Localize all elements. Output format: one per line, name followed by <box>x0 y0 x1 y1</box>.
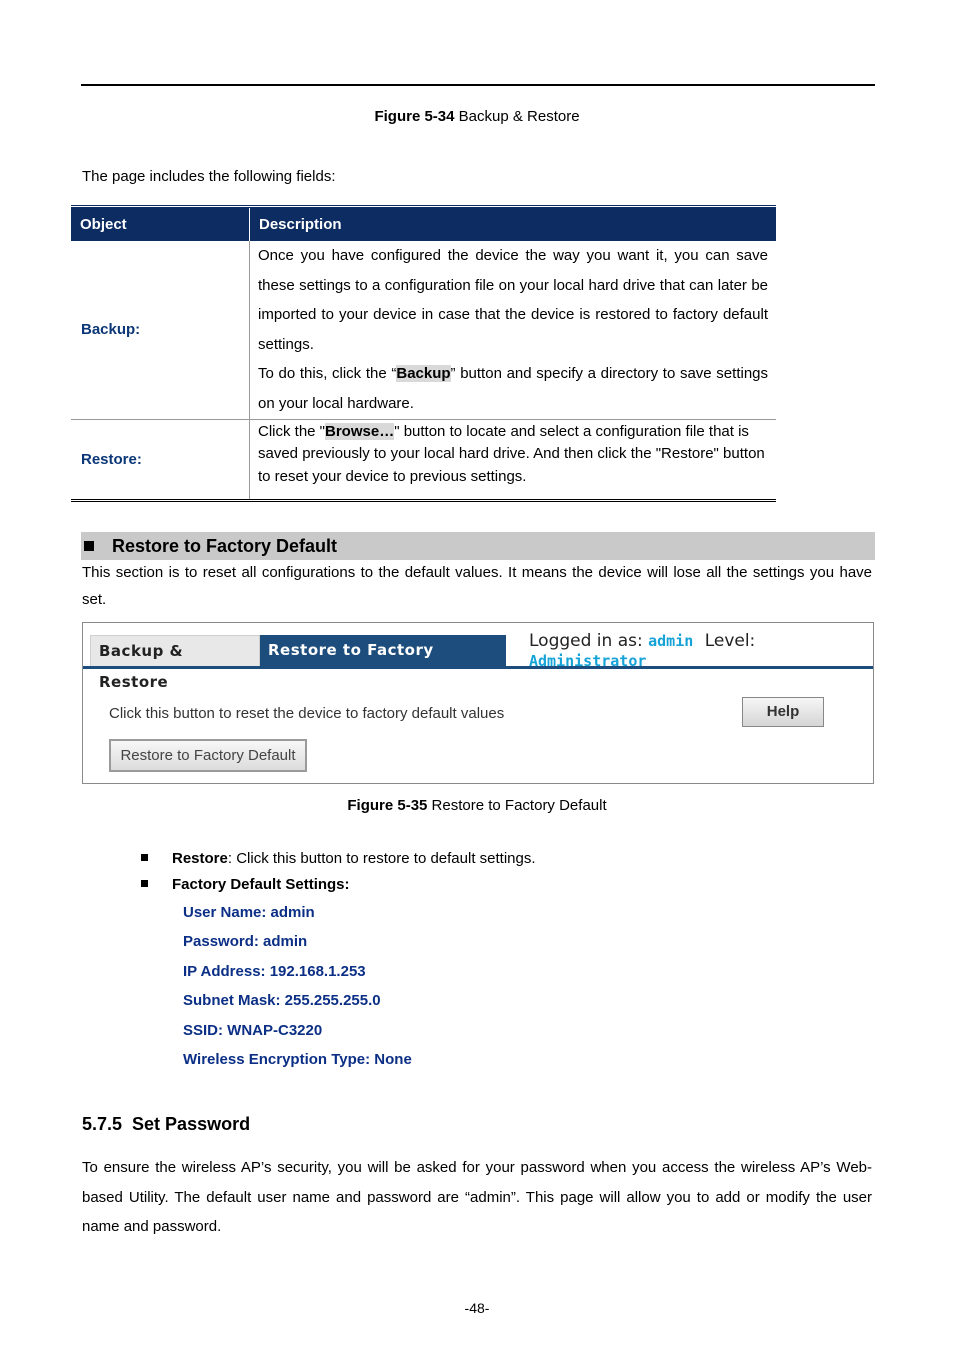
header-description: Description <box>250 207 777 242</box>
figure-35-text: Restore to Factory Default <box>427 797 607 814</box>
figure-34-label: Figure 5-34 <box>374 108 455 125</box>
section-heading <box>81 532 875 560</box>
section-description: This section is to reset all configurations to the default values. It means the device will lose all the settings you have set. <box>82 564 872 608</box>
setting-user-name: User Name: admin <box>183 904 315 921</box>
tab-backup-restore[interactable]: Backup & Restore <box>90 635 260 666</box>
setting-ssid: SSID: WNAP-C3220 <box>183 1022 323 1039</box>
setting-password: Password: admin <box>183 933 308 950</box>
help-button[interactable]: Help <box>742 697 824 727</box>
restore-para <box>258 421 768 489</box>
browse-keyword: Browse… <box>325 422 395 440</box>
description-restore <box>250 419 777 500</box>
restore-para-end: " button to locate and select a configuration file that is saved previously to your local hard drive. And then click the "Restore" button to reset your device to previous settings. <box>258 422 765 485</box>
object-backup: Backup: <box>71 241 250 419</box>
level-label: Level: <box>704 631 756 651</box>
factory-default-screenshot <box>82 622 874 784</box>
fields-table <box>71 205 776 502</box>
figure-35-label: Figure 5-35 <box>347 797 428 814</box>
bullet-restore <box>141 850 536 867</box>
setting-subnet-mask: Subnet Mask: 255.255.255.0 <box>183 992 381 1009</box>
reset-instruction: Click this button to reset the device to factory default values <box>109 705 505 722</box>
table-row-restore <box>71 419 776 500</box>
figure-34-caption <box>0 108 954 125</box>
logged-in-user: admin <box>648 632 694 650</box>
figure-34-text: Backup & Restore <box>454 108 580 125</box>
tab-restore-factory-default[interactable]: Restore to Factory Default <box>260 635 506 666</box>
page-number: -48- <box>464 1300 490 1316</box>
section-title: Restore to Factory Default <box>112 536 338 556</box>
object-restore: Restore: <box>71 419 250 500</box>
backup-keyword: Backup <box>396 365 451 383</box>
square-bullet-icon <box>84 541 94 551</box>
setting-ip-address: IP Address: 192.168.1.253 <box>183 963 366 980</box>
backup-para-2 <box>258 359 768 418</box>
intro-text: The page includes the following fields: <box>82 168 336 185</box>
set-password-text: To ensure the wireless AP’s security, you will be asked for your password when you access the wireless AP’s Web-based Utility. The default user name and password are “admin”. This page will allow you to add or modify the user name and password. <box>82 1159 872 1235</box>
table-header-row <box>71 207 776 242</box>
backup-para-1: Once you have configured the device the way you want it, you can save these settings to a configuration file on your local hard drive that can later be imported to your device in case that the device is restored to factory default settings. <box>258 247 768 353</box>
restore-para-start: Click the " <box>258 422 326 440</box>
header-object: Object <box>71 207 250 242</box>
set-password-heading: 5.7.5 Set Password <box>82 1114 251 1134</box>
figure-35-caption <box>0 797 954 814</box>
backup-para-2-end: ” button and specify a directory to save settings on your local hardware. <box>258 365 768 412</box>
factory-settings-term: Factory Default Settings: <box>172 876 350 893</box>
description-backup <box>250 241 777 419</box>
square-bullet-icon <box>141 854 148 861</box>
level-value: Administrator <box>529 652 647 670</box>
restore-term: Restore <box>172 850 228 867</box>
restore-factory-default-button[interactable]: Restore to Factory Default <box>109 739 307 772</box>
restore-definition: : Click this button to restore to default settings. <box>227 850 536 867</box>
table-row-backup <box>71 241 776 419</box>
login-status <box>529 631 873 671</box>
logged-in-label: Logged in as: <box>529 631 643 651</box>
backup-para-2-start: To do this, click the “ <box>258 365 397 383</box>
setting-encryption: Wireless Encryption Type: None <box>183 1051 412 1068</box>
header-rule <box>81 84 875 86</box>
bullet-factory-settings <box>141 876 350 893</box>
square-bullet-icon <box>141 880 148 887</box>
